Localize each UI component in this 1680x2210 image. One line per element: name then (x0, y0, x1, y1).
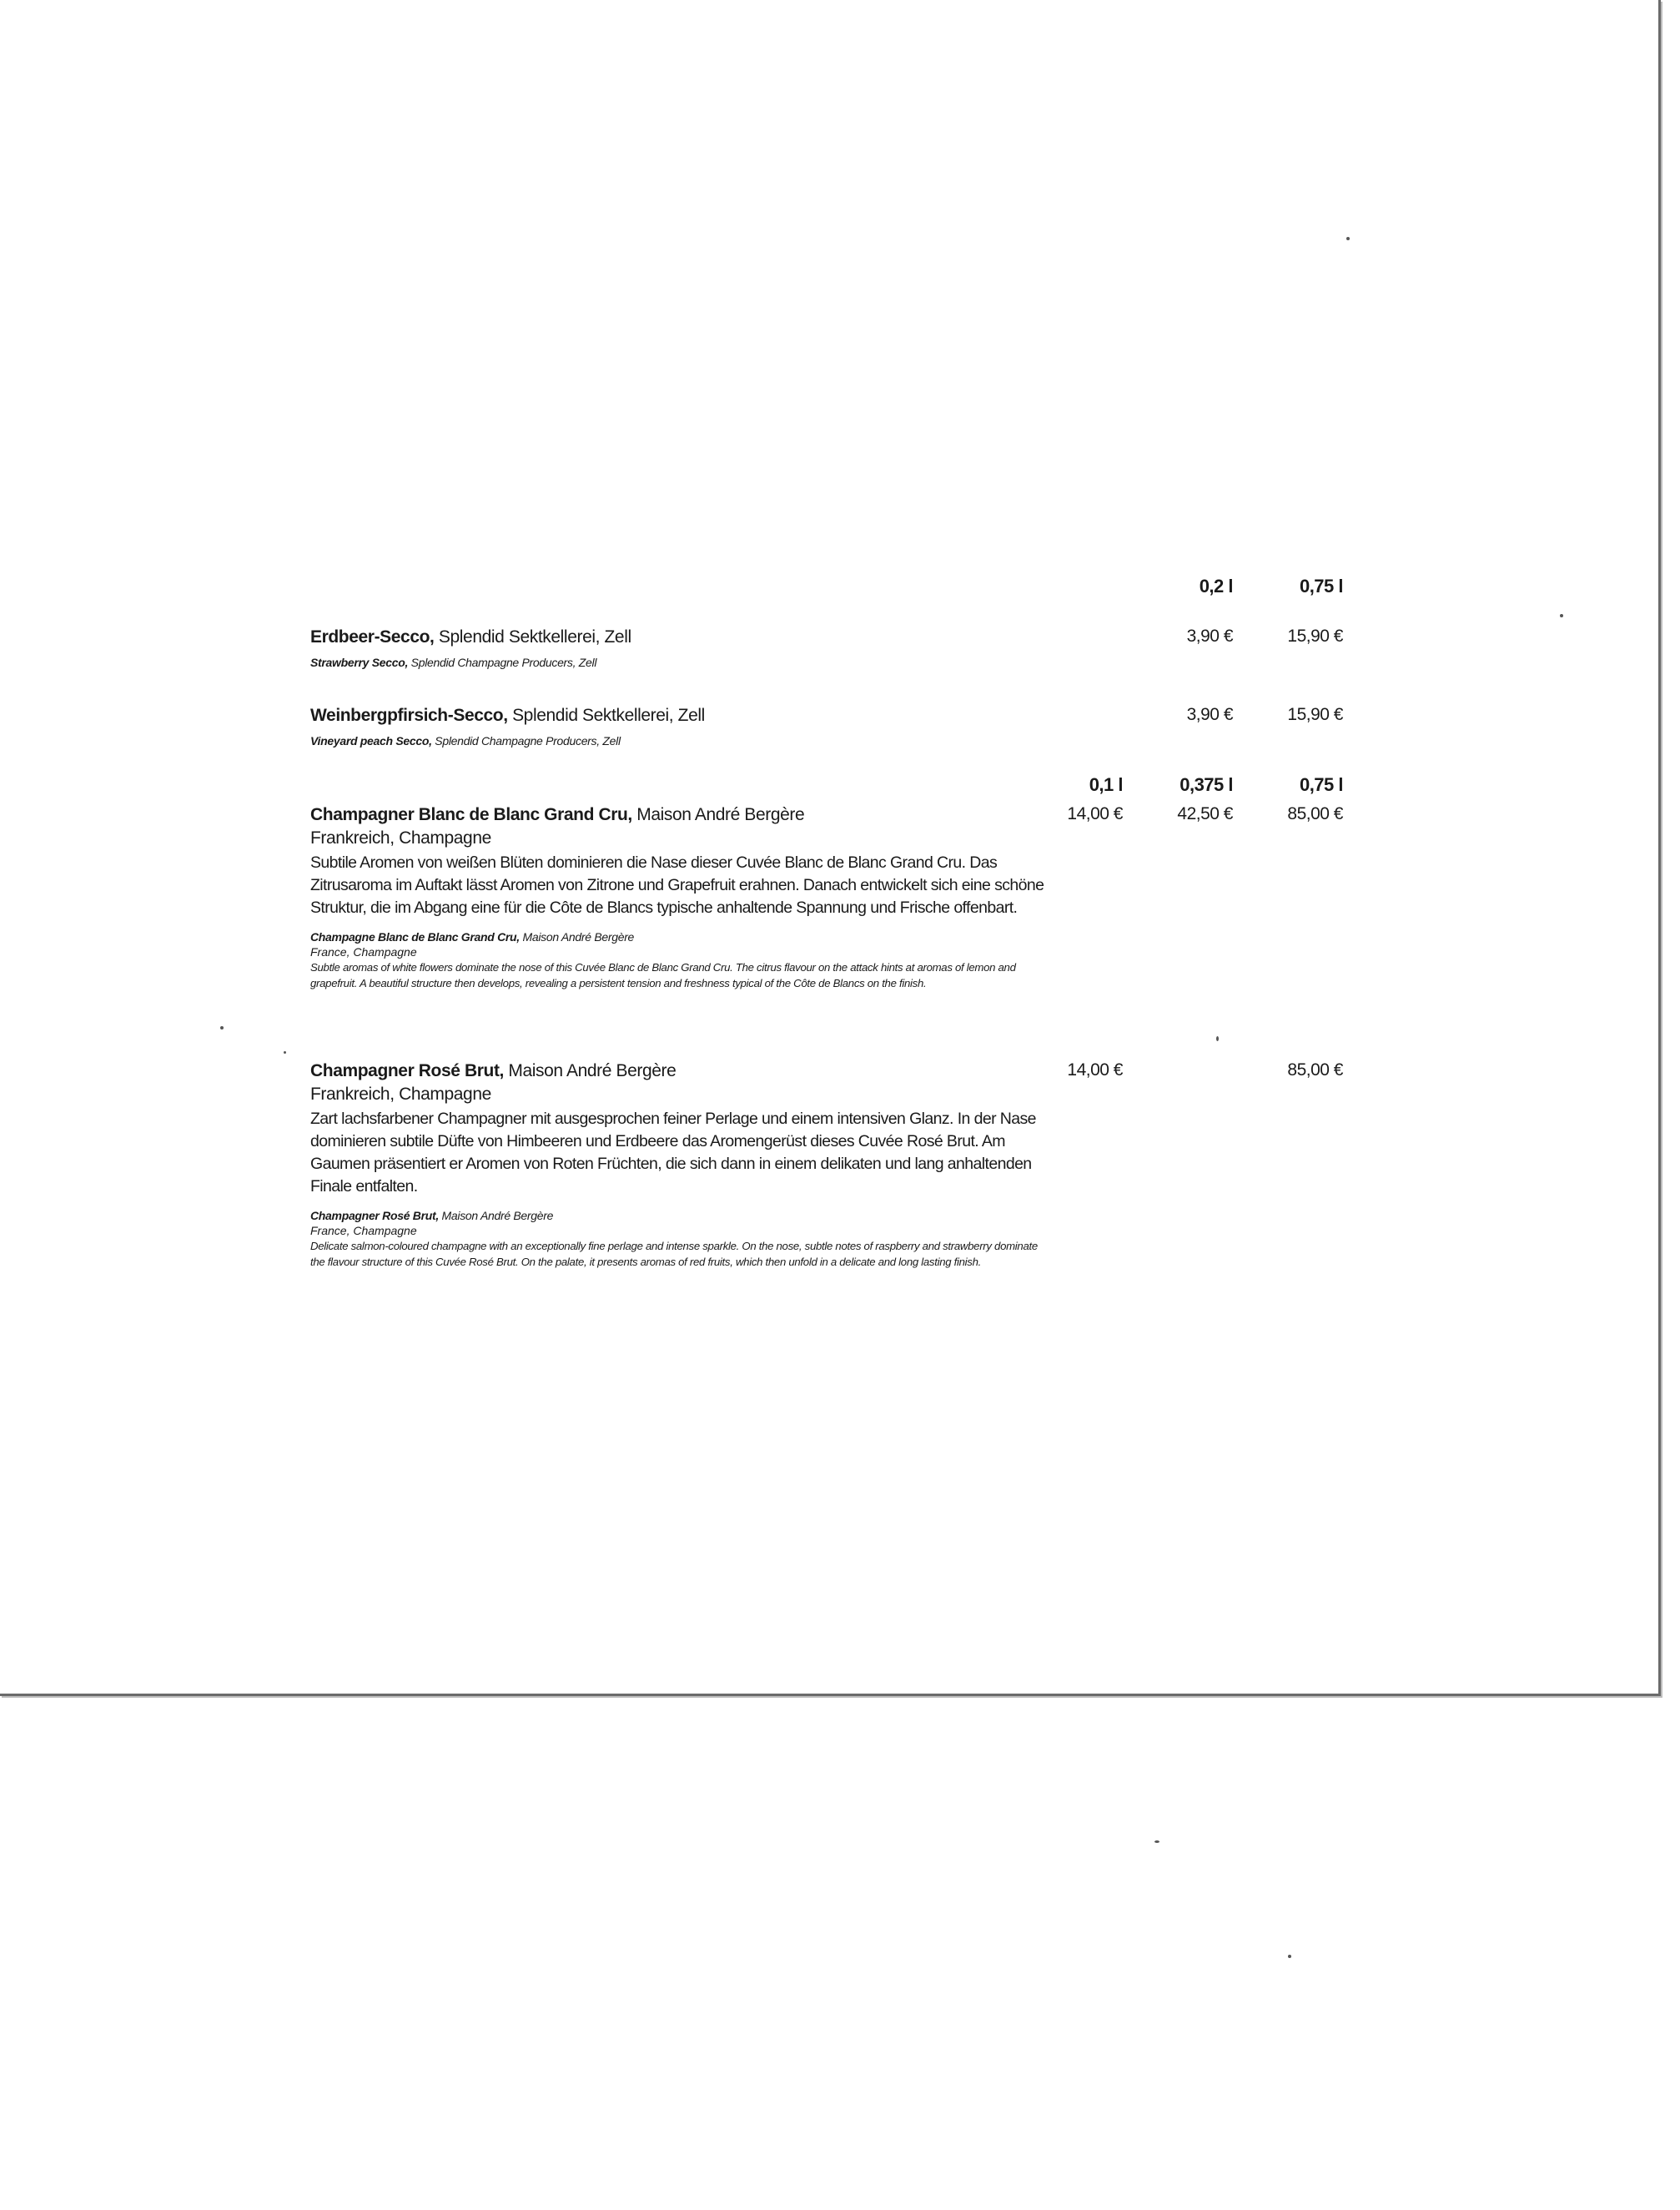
item-english-producer: Splendid Champagne Producers, Zell (431, 734, 621, 748)
scan-speck (1288, 1955, 1291, 1958)
item-title (310, 1060, 1044, 1083)
item-english-title (310, 929, 1044, 944)
item-english-origin: France, Champagne (310, 1224, 417, 1237)
item-origin: Frankreich, Champagne (310, 1085, 491, 1104)
menu-item-champagner-blanc-de-blanc (310, 803, 1044, 991)
price-header-secco (0, 576, 1680, 601)
item-english-title (310, 654, 1044, 671)
header-col-075: 0,75 l (1299, 774, 1343, 795)
menu-item-weinbergpfirsich-secco (310, 704, 1044, 749)
scan-speck (1560, 614, 1563, 617)
price-075: 85,00 € (1287, 1060, 1343, 1080)
price-02: 3,90 € (1186, 627, 1233, 646)
header-col-01: 0,1 l (1089, 774, 1123, 795)
item-name: Champagner Rosé Brut, (310, 1061, 504, 1080)
item-english-producer: Maison André Bergère (438, 1209, 554, 1222)
item-english-origin: France, Champagne (310, 945, 417, 959)
item-english-description: Delicate salmon-coloured champagne with an exceptionally fine perlage and intense sparkle. On the nose, subtle notes of raspberry and strawberry dominate the flavour structure of this Cuvée Rosé Brut. On the palate, it presents aromas of red fruits, which then unfold in a delicate and long lasting finish. (310, 1240, 1038, 1268)
item-producer: Splendid Sektkellerei, Zell (434, 627, 631, 647)
item-english-producer: Splendid Champagne Producers, Zell (408, 656, 597, 669)
item-name: Champagner Blanc de Blanc Grand Cru, (310, 805, 632, 824)
item-english-title (310, 1208, 1044, 1223)
item-name: Erdbeer-Secco, (310, 627, 435, 647)
header-col-0375: 0,375 l (1180, 774, 1233, 795)
item-english-name: Vineyard peach Secco, (310, 734, 432, 748)
item-producer: Maison André Bergère (503, 1061, 677, 1080)
item-english-name: Strawberry Secco, (310, 656, 409, 669)
item-name: Weinbergpfirsich-Secco, (310, 706, 508, 725)
price-02: 3,90 € (1186, 705, 1233, 724)
price-075: 15,90 € (1287, 627, 1343, 646)
item-english-name: Champagne Blanc de Blanc Grand Cru, (310, 930, 520, 944)
price-header-champagne (0, 774, 1680, 799)
price-01: 14,00 € (1067, 804, 1123, 823)
scan-speck (1216, 1036, 1219, 1041)
item-title (310, 803, 1044, 827)
item-producer: Maison André Bergère (631, 805, 805, 824)
menu-item-erdbeer-secco (310, 626, 1044, 671)
item-description: Subtile Aromen von weißen Blüten dominieren die Nase dieser Cuvée Blanc de Blanc Grand Cru. Das Zitrusaroma im Auftakt lässt Aromen von Zitrone und Grapefruit erahnen. Danach entwickelt sich eine schöne Struktur, die im Abgang eine für die Côte de Blancs typische anhaltende Spannung und Frische offenbart. (310, 853, 1044, 917)
scan-speck (220, 1026, 224, 1029)
item-english-description: Subtle aromas of white flowers dominate the nose of this Cuvée Blanc de Blanc Grand Cru. The citrus flavour on the attack hints at aromas of lemon and grapefruit. A beautiful structure then develops, revealing a persistent tension and freshness typical of the Côte de Blancs on the finish. (310, 961, 1016, 989)
scan-speck (1154, 1840, 1159, 1843)
item-english-title (310, 732, 1044, 749)
item-origin: Frankreich, Champagne (310, 828, 491, 848)
item-english-name: Champagner Rosé Brut, (310, 1209, 439, 1222)
item-description: Zart lachsfarbener Champagner mit ausgesprochen feiner Perlage und einem intensiven Glanz. In der Nase dominieren subtile Düfte von Himbeeren und Erdbeere das Aromengerüst dieses Cuvée Rosé Brut. Am Gaumen präsentiert er Aromen von Roten Früchten, die sich dann in einem delikaten und lang anhaltenden Finale entfalten. (310, 1110, 1036, 1196)
price-01: 14,00 € (1067, 1060, 1123, 1080)
price-075: 15,90 € (1287, 705, 1343, 724)
menu-item-champagner-rose-brut (310, 1060, 1044, 1270)
item-title (310, 704, 1044, 727)
scan-speck (1346, 237, 1350, 240)
scan-speck (284, 1051, 286, 1054)
price-075: 85,00 € (1287, 804, 1343, 823)
item-title (310, 626, 1044, 649)
item-producer: Splendid Sektkellerei, Zell (507, 706, 705, 725)
price-0375: 42,50 € (1177, 804, 1233, 823)
header-col-075: 0,75 l (1299, 576, 1343, 597)
header-col-02: 0,2 l (1199, 576, 1233, 597)
item-english-producer: Maison André Bergère (519, 930, 635, 944)
